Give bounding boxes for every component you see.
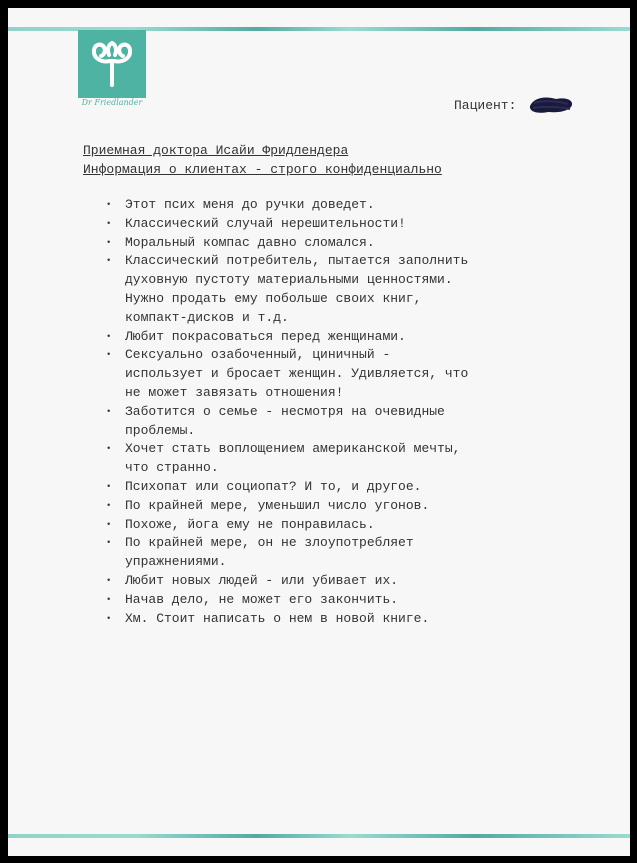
note-line: • Этот псих меня до ручки доведет. xyxy=(125,197,375,212)
note-item xyxy=(106,215,546,234)
note-line: • По крайней мере, уменьшил число угонов. xyxy=(125,497,430,513)
note-item xyxy=(106,572,546,591)
note-line: • Начав дело, не может его закончить. xyxy=(125,591,399,607)
note-line: • Классический потребитель, пытается заполнить xyxy=(125,253,469,269)
redaction-scribble xyxy=(526,94,576,116)
note-line: • Похоже, йога ему не понравилась. xyxy=(125,516,375,532)
note-line: • Любит покрасоваться перед женщинами. xyxy=(125,328,406,344)
header-title: Приемная доктора Исайи Фридлендера xyxy=(83,143,349,158)
note-item xyxy=(106,591,546,610)
note-line: • Хочет стать воплощением американской мечты, xyxy=(125,441,461,457)
brain-icon xyxy=(87,39,137,89)
note-item xyxy=(106,610,546,629)
note-line: • Любит новых людей - или убивает их. xyxy=(125,572,399,588)
header-subtitle: Информация о клиентах - строго конфиденциально xyxy=(83,162,442,177)
document-header xyxy=(83,141,442,179)
note-line: • Классический случай нерешительности! xyxy=(125,215,406,231)
note-line: • Сексуально озабоченный, циничный - xyxy=(125,347,391,363)
bottom-stripe xyxy=(8,834,630,838)
clinic-logo xyxy=(78,30,146,98)
note-line: использует и бросает женщин. Удивляется, что xyxy=(125,366,469,382)
note-line: духовную пустоту материальными ценностями. xyxy=(125,272,453,288)
note-line: упражнениями. xyxy=(125,554,227,570)
note-line: • Моральный компас давно сломался. xyxy=(125,234,375,250)
notes-list xyxy=(106,196,546,628)
note-line: • По крайней мере, он не злоупотребляет xyxy=(125,535,414,551)
note-line: • Заботится о семье - несмотря на очевидные xyxy=(125,403,445,419)
patient-label: Пациент: xyxy=(454,98,517,113)
note-item xyxy=(106,234,546,253)
note-item xyxy=(106,478,546,497)
document-page xyxy=(8,8,630,856)
note-item xyxy=(106,534,546,572)
note-line: • Психопат или социопат? И то, и другое. xyxy=(125,478,422,494)
note-item xyxy=(106,328,546,347)
note-line: Нужно продать ему побольше своих книг, xyxy=(125,290,422,306)
note-line: • Хм. Стоит написать о нем в новой книге. xyxy=(125,610,430,626)
note-item xyxy=(106,403,546,441)
note-item xyxy=(106,196,546,215)
note-line: не может завязать отношения! xyxy=(125,384,344,400)
note-line: что странно. xyxy=(125,460,219,476)
note-item xyxy=(106,440,546,478)
note-item xyxy=(106,497,546,516)
doctor-signature: Dr Friedlander xyxy=(81,98,143,107)
note-line: проблемы. xyxy=(125,422,196,438)
note-line: компакт-дисков и т.д. xyxy=(125,309,289,325)
note-item xyxy=(106,252,546,327)
note-item xyxy=(106,516,546,535)
note-item xyxy=(106,346,546,402)
